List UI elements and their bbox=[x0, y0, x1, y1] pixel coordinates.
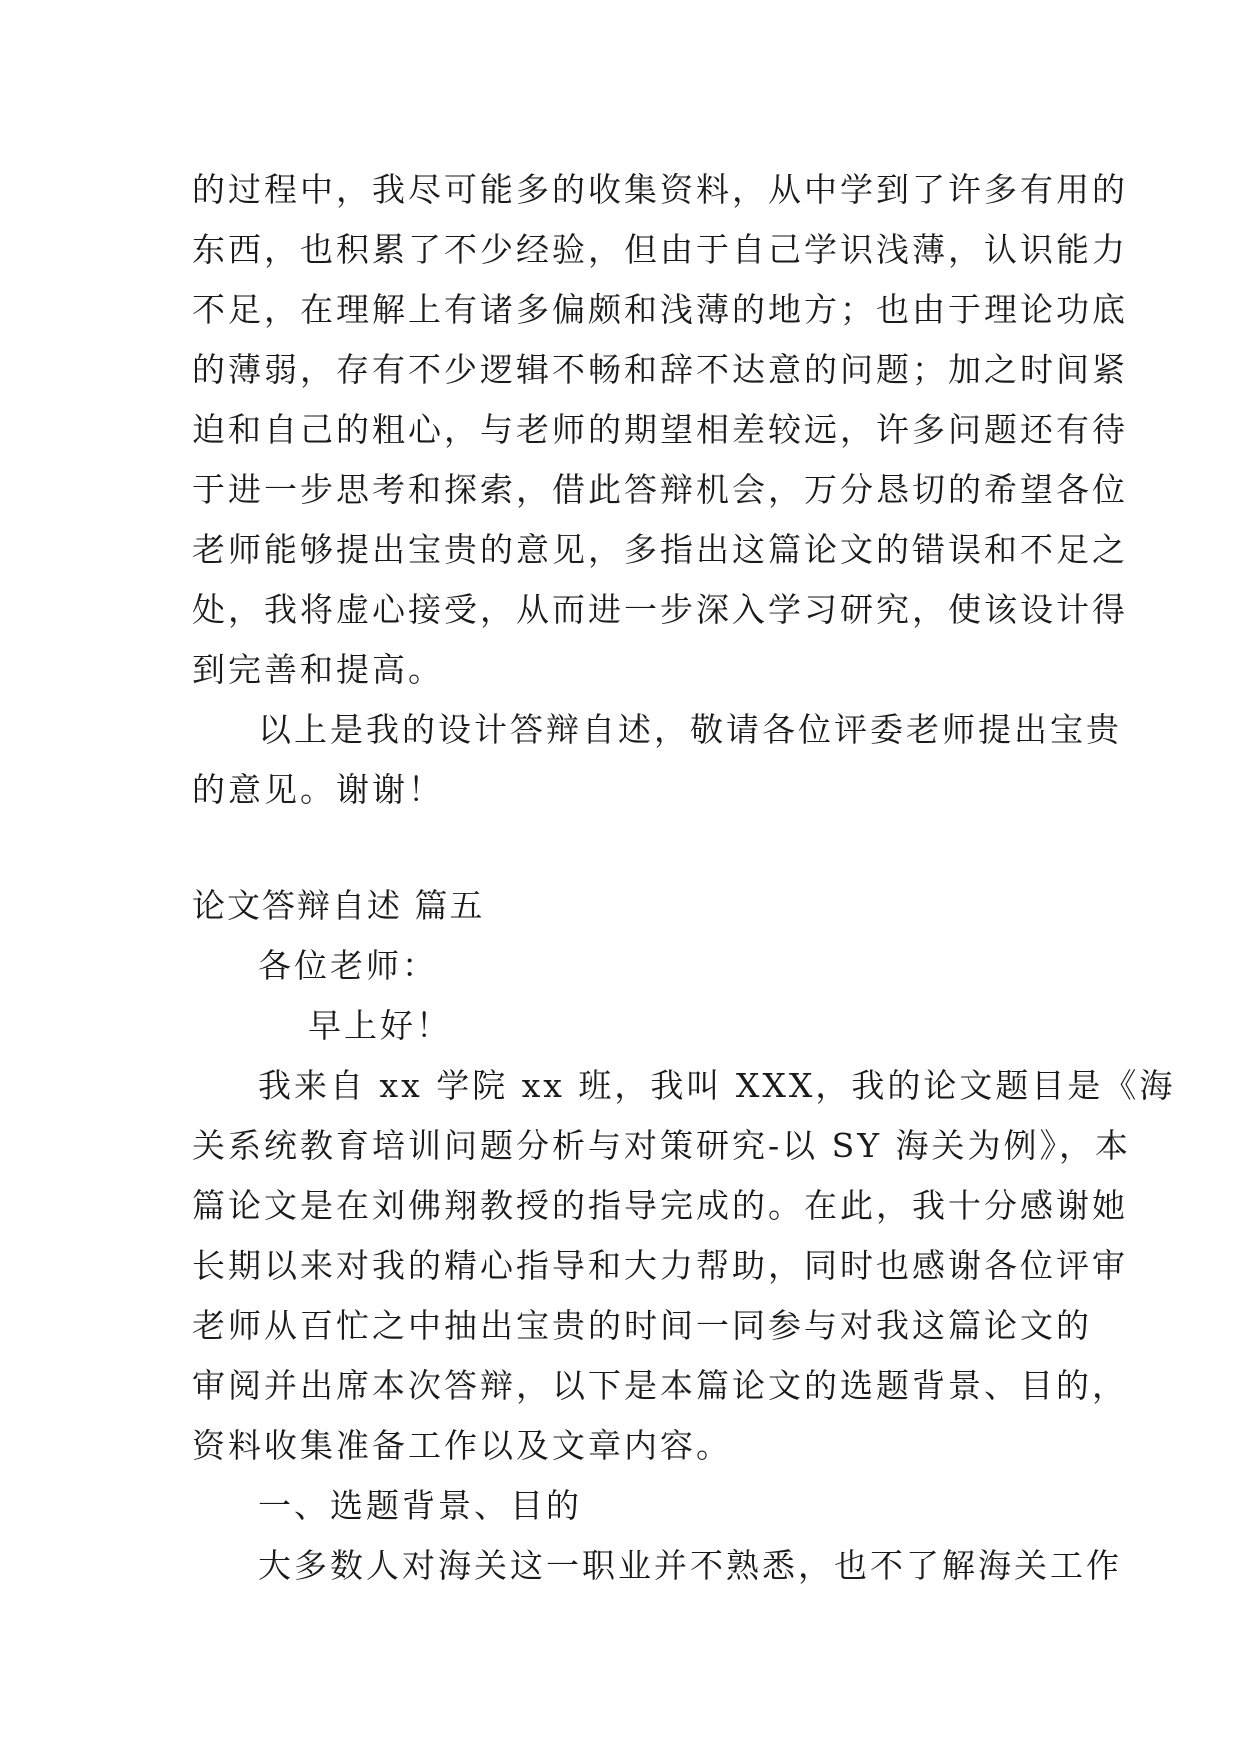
closing-line: 的意见。谢谢！ bbox=[192, 770, 444, 809]
intro-line: 关系统教育培训问题分析与对策研究-以 SY 海关为例》，本 bbox=[192, 1126, 1132, 1165]
intro-line: 资料收集准备工作以及文章内容。 bbox=[192, 1426, 732, 1465]
section-gap bbox=[192, 820, 1062, 876]
paragraph-line: 处，我将虚心接受，从而进一步深入学习研究，使该设计得 bbox=[192, 590, 1128, 629]
intro-line: 长期以来对我的精心指导和大力帮助，同时也感谢各位评审 bbox=[192, 1246, 1128, 1285]
greeting: 早上好！ bbox=[308, 1006, 452, 1045]
paragraph-line: 迫和自己的粗心，与老师的期望相差较远，许多问题还有待 bbox=[192, 410, 1128, 449]
intro-line: 篇论文是在刘佛翔教授的指导完成的。在此，我十分感谢她 bbox=[192, 1186, 1128, 1225]
paragraph-line: 大多数人对海关这一职业并不熟悉，也不了解海关工作 bbox=[258, 1546, 1122, 1585]
closing-line: 以上是我的设计答辩自述，敬请各位评委老师提出宝贵 bbox=[258, 710, 1122, 749]
document-body bbox=[192, 160, 1176, 1596]
paragraph-line: 东西，也积累了不少经验，但由于自己学识浅薄，认识能力 bbox=[192, 230, 1128, 269]
subheading: 一、选题背景、目的 bbox=[258, 1486, 582, 1525]
paragraph-line: 的过程中，我尽可能多的收集资料，从中学到了许多有用的 bbox=[192, 170, 1128, 209]
intro-line: 老师从百忙之中抽出宝贵的时间一同参与对我这篇论文的 bbox=[192, 1306, 1092, 1345]
paragraph-line: 不足，在理解上有诸多偏颇和浅薄的地方；也由于理论功底 bbox=[192, 290, 1128, 329]
paragraph-line: 于进一步思考和探索，借此答辩机会，万分恳切的希望各位 bbox=[192, 470, 1128, 509]
intro-line: 审阅并出席本次答辩，以下是本篇论文的选题背景、目的， bbox=[192, 1366, 1128, 1405]
salutation: 各位老师： bbox=[258, 946, 438, 985]
paragraph-line: 的薄弱，存有不少逻辑不畅和辞不达意的问题；加之时间紧 bbox=[192, 350, 1128, 389]
intro-line: 我来自 xx 学院 xx 班，我叫 XXX，我的论文题目是《海 bbox=[258, 1066, 1176, 1105]
paragraph-line: 老师能够提出宝贵的意见，多指出这篇论文的错误和不足之 bbox=[192, 530, 1128, 569]
paragraph-line: 到完善和提高。 bbox=[192, 650, 444, 689]
section-title: 论文答辩自述 篇五 bbox=[192, 886, 485, 925]
